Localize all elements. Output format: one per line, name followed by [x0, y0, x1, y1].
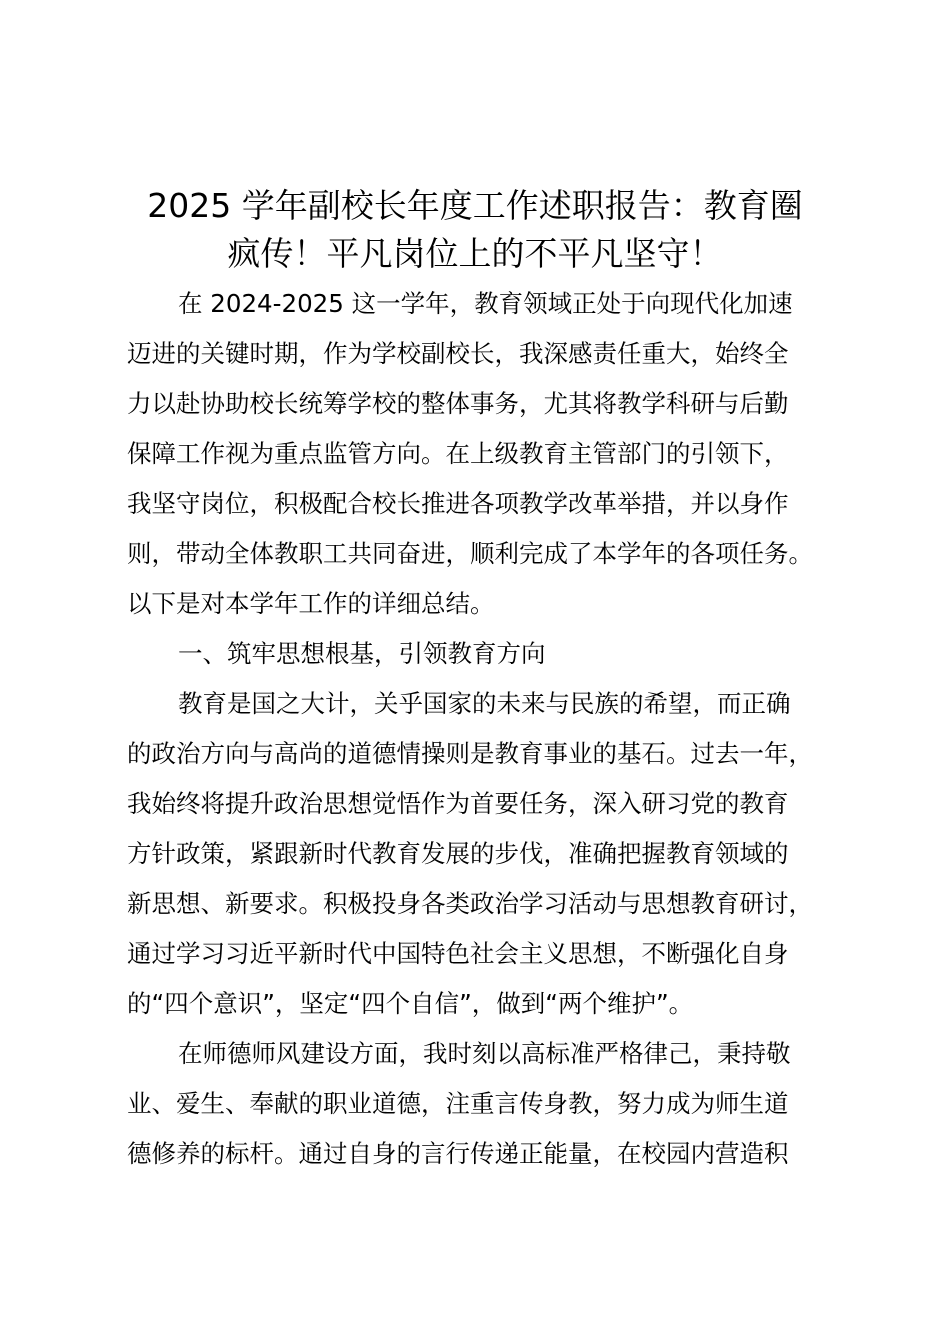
paragraph-1-line-7: 的“四个意识”，坚定“四个自信”，做到“两个维护”。	[127, 989, 694, 1018]
paragraph-2-line-2: 业、爱生、奉献的职业道德，注重言传身教，努力成为师生道	[127, 1089, 789, 1118]
paragraph-1-line-3: 我始终将提升政治思想觉悟作为首要任务，深入研习党的教育	[127, 789, 789, 818]
paragraph-2-line-1: 在师德师风建设方面，我时刻以高标准严格律己，秉持敬	[178, 1039, 791, 1068]
paragraph-intro-line-5: 我坚守岗位，积极配合校长推进各项教学改革举措，并以身作	[127, 489, 789, 518]
paragraph-1-line-6: 通过学习习近平新时代中国特色社会主义思想，不断强化自身	[127, 939, 789, 968]
paragraph-intro-line-7: 以下是对本学年工作的详细总结。	[127, 589, 495, 618]
paragraph-intro-line-2: 迈进的关键时期，作为学校副校长，我深感责任重大，始终全	[127, 339, 789, 368]
paragraph-2-line-3: 德修养的标杆。通过自身的言行传递正能量，在校园内营造积	[127, 1139, 789, 1168]
document-title-line-2: 疯传！平凡岗位上的不平凡坚守！	[227, 234, 723, 273]
paragraph-intro-line-6: 则，带动全体教职工共同奋进，顺利完成了本学年的各项任务。	[127, 539, 813, 568]
paragraph-1-line-5: 新思想、新要求。积极投身各类政治学习活动与思想教育研讨，	[127, 889, 813, 918]
paragraph-intro-line-4: 保障工作视为重点监管方向。在上级教育主管部门的引领下，	[127, 439, 789, 468]
document-title-line-1: 2025 学年副校长年度工作述职报告：教育圈	[147, 186, 803, 225]
paragraph-intro-line-3: 力以赴协助校长统筹学校的整体事务，尤其将教学科研与后勤	[127, 389, 789, 418]
section-heading-1: 一、筑牢思想根基，引领教育方向	[178, 639, 546, 668]
paragraph-intro-line-1: 在 2024-2025 这一学年，教育领域正处于向现代化加速	[178, 289, 793, 318]
paragraph-1-line-4: 方针政策，紧跟新时代教育发展的步伐，准确把握教育领域的	[127, 839, 789, 868]
paragraph-1-line-2: 的政治方向与高尚的道德情操则是教育事业的基石。过去一年，	[127, 739, 813, 768]
paragraph-1-line-1: 教育是国之大计，关乎国家的未来与民族的希望，而正确	[178, 689, 791, 718]
